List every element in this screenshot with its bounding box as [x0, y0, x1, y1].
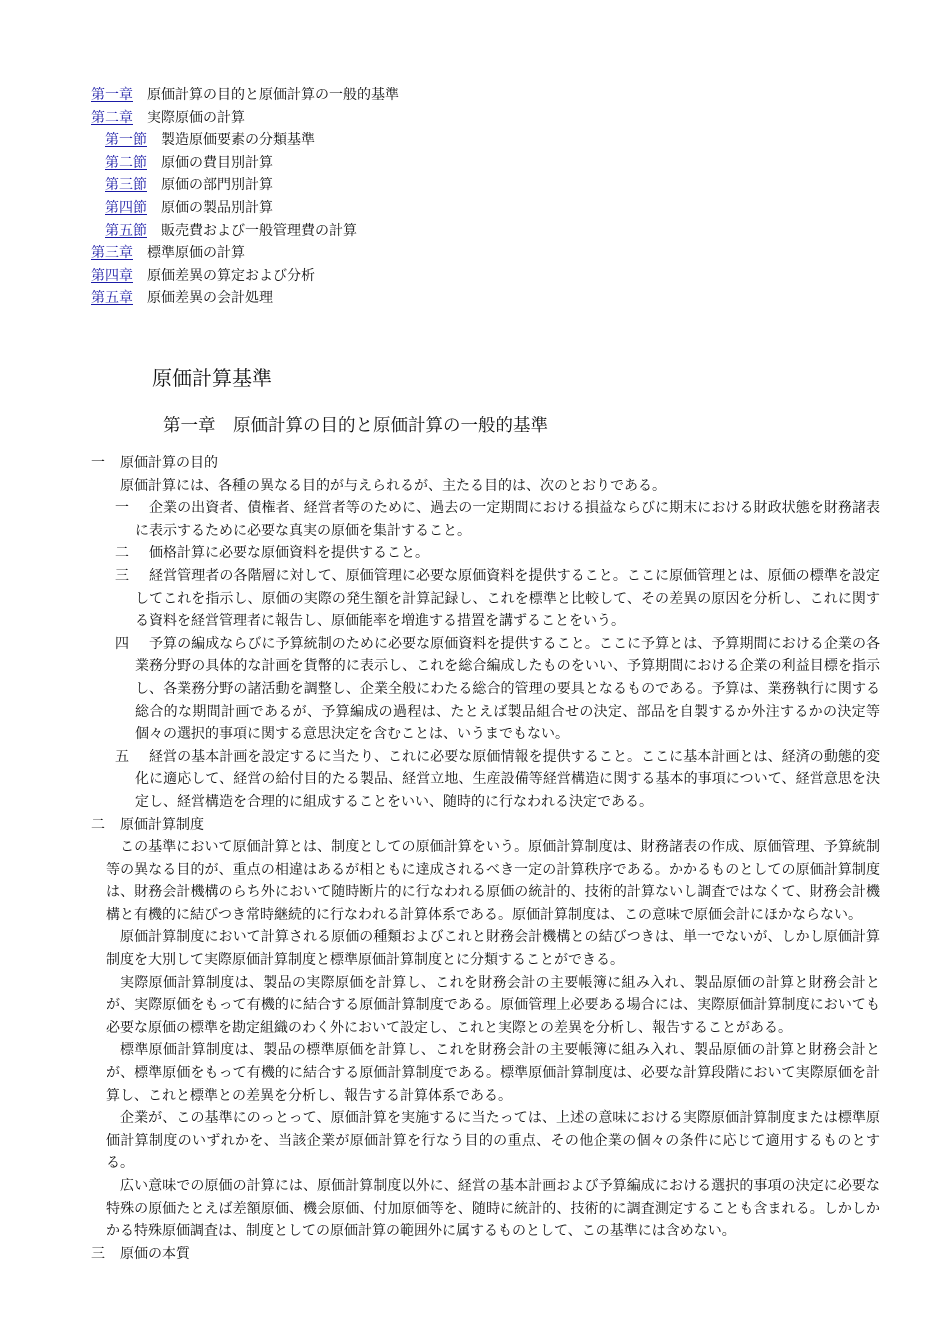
- toc-item: [91, 265, 891, 288]
- toc-title: 原価計算の目的と原価計算の一般的基準: [147, 87, 399, 103]
- item-text: 企業の出資者、債権者、経営者等のために、過去の一定期間における損益ならびに期末における財政状態を財務諸表に表示するために必要な真実の原価を集計すること。: [135, 500, 880, 539]
- item-number: 五: [115, 748, 129, 765]
- toc-item: [91, 197, 891, 220]
- toc-link[interactable]: 第四章: [91, 267, 133, 284]
- body-paragraph: この基準において原価計算とは、制度としての原価計算をいう。原価計算制度は、財務諸表の作成、原価管理、予算統制等の異なる目的が、重点の相違はあるが相ともに達成されるべき一定の計算秩序である。かかるものとしての原価計算制度は、財務会計機構のらち外において随時断片的に行なわれる原価の統計的、技術的計算ないし調査ではなくて、財務会計機構と有機的に結びつき常時継続的に行なわれる計算体系である。原価計算制度は、この意味で原価会計にほかならない。: [106, 839, 880, 923]
- item-number: 四: [115, 635, 129, 652]
- body-paragraph: 実際原価計算制度は、製品の実際原価を計算し、これを財務会計の主要帳簿に組み入れ、製品原価の計算と財務会計とが、実際原価をもって有機的に結合する原価計算制度である。原価管理上必要ある場合には、実際原価計算制度においても必要な原価の標準を勘定組織のわく外において設定し、これと実際との差異を分析し、報告することがある。: [106, 974, 880, 1036]
- item-text: 経営管理者の各階層に対して、原価管理に必要な原価資料を提供すること。ここに原価管理とは、原価の標準を設定してこれを指示し、原価の実際の発生額を計算記録し、これを標準と比較して、その差異の原因を分析し、これに関する資料を経営管理者に報告し、原価能率を増進する措置を講ずることをいう。: [135, 567, 880, 630]
- document-body: [0, 452, 950, 1265]
- toc-title: 原価の部門別計算: [161, 177, 273, 194]
- chapter-title: 第一章 原価計算の目的と原価計算の一般的基準: [163, 416, 548, 436]
- toc-item: [91, 242, 891, 265]
- toc-link[interactable]: 第一節: [105, 132, 147, 149]
- toc-item: [91, 84, 891, 107]
- toc-item: [91, 107, 891, 130]
- section-heading-purpose: [0, 452, 950, 475]
- toc-item: [91, 287, 891, 310]
- item-text: 価格計算に必要な原価資料を提供すること。: [149, 545, 429, 562]
- purpose-list: [0, 497, 950, 813]
- toc-item: [91, 152, 891, 175]
- toc-link[interactable]: 第五章: [91, 290, 133, 307]
- table-of-contents: [91, 84, 891, 310]
- toc-title: 実際原価の計算: [147, 109, 245, 126]
- item-text: 予算の編成ならびに予算統制のために必要な原価資料を提供すること。ここに予算とは、予算期間における企業の各業務分野の具体的な計画を貨幣的に表示し、これを総合編成したものをいい、予算期間における企業の利益目標を指示し、各業務分野の諸活動を調整し、企業全般にわたる総合的管理の要具となるものである。予算は、業務執行に関する総合的な期間計画であるが、予算編成の過程は、たとえば製品組合せの決定、部品を自製するか外注するかの決定等個々の選択的事項に関する意思決定を含むことは、いうまでもない。: [135, 635, 880, 743]
- toc-link[interactable]: 第五節: [105, 222, 147, 239]
- toc-item: [91, 129, 891, 152]
- toc-title: 製造原価要素の分類基準: [161, 132, 315, 149]
- system-paragraphs: [0, 836, 950, 1243]
- body-paragraph: 企業が、この基準にのっとって、原価計算を実施するに当たっては、上述の意味における実際原価計算制度または標準原価計算制度のいずれかを、当該企業が原価計算を行なう目的の重点、その他企業の個々の条件に応じて適用するものとする。: [106, 1110, 880, 1172]
- toc-link[interactable]: 第二節: [105, 154, 147, 171]
- toc-item: [91, 174, 891, 197]
- toc-title: 原価差異の会計処理: [147, 290, 273, 307]
- toc-link[interactable]: 第一章: [91, 87, 133, 103]
- purpose-item: [0, 542, 950, 565]
- section-number: 二: [91, 816, 105, 833]
- toc-link[interactable]: 第三節: [105, 177, 147, 194]
- section-heading-system: [0, 814, 950, 837]
- toc-title: 標準原価の計算: [147, 245, 245, 262]
- document-title: 原価計算基準: [152, 366, 272, 390]
- section-title: 原価計算制度: [120, 816, 204, 833]
- purpose-item: [0, 565, 950, 633]
- purpose-item: [0, 746, 950, 814]
- item-text: 経営の基本計画を設定するに当たり、これに必要な原価情報を提供すること。ここに基本計画とは、経済の動態的変化に適応して、経営の給付目的たる製品、経営立地、生産設備等経営構造に関する基本的事項について、経営意思を決定し、経営構造を合理的に組成することをいい、随時的に行なわれる決定である。: [135, 748, 880, 810]
- section-title: 原価計算の目的: [120, 455, 218, 471]
- toc-link[interactable]: 第四節: [105, 199, 147, 216]
- section-number: 三: [91, 1245, 105, 1262]
- toc-title: 販売費および一般管理費の計算: [161, 222, 357, 239]
- toc-link[interactable]: 第三章: [91, 245, 133, 262]
- section-heading-nature: [0, 1243, 950, 1266]
- body-paragraph: 原価計算制度において計算される原価の種類およびこれと財務会計機構との結びつきは、単一でないが、しかし原価計算制度を大別して実際原価計算制度と標準原価計算制度とに分類することができる。: [106, 929, 880, 969]
- section-title: 原価の本質: [120, 1245, 190, 1262]
- body-paragraph: 広い意味での原価の計算には、原価計算制度以外に、経営の基本計画および予算編成における選択的事項の決定に必要な特殊の原価たとえば差額原価、機会原価、付加原価等を、随時に統計的、技術的に調査測定することも含まれる。しかしかかる特殊原価調査は、制度としての原価計算の範囲外に属するものとして、この基準には含めない。: [106, 1178, 880, 1240]
- toc-title: 原価の費目別計算: [161, 154, 273, 171]
- section-intro: 原価計算には、各種の異なる目的が与えられるが、主たる目的は、次のとおりである。: [120, 477, 666, 494]
- toc-title: 原価の製品別計算: [161, 199, 273, 216]
- toc-link[interactable]: 第二章: [91, 109, 133, 126]
- purpose-item: [0, 497, 950, 542]
- body-paragraph: 標準原価計算制度は、製品の標準原価を計算し、これを財務会計の主要帳簿に組み入れ、製品原価の計算と財務会計とが、標準原価をもって有機的に結合する原価計算制度である。標準原価計算制度は、必要な計算段階において実際原価を計算し、これと標準との差異を分析し、報告する計算体系である。: [106, 1042, 880, 1104]
- item-number: 三: [115, 567, 129, 584]
- purpose-item: [0, 633, 950, 746]
- item-number: 一: [115, 500, 129, 517]
- toc-title: 原価差異の算定および分析: [147, 267, 315, 284]
- item-number: 二: [115, 545, 129, 562]
- toc-item: [91, 220, 891, 243]
- section-number: 一: [91, 455, 105, 471]
